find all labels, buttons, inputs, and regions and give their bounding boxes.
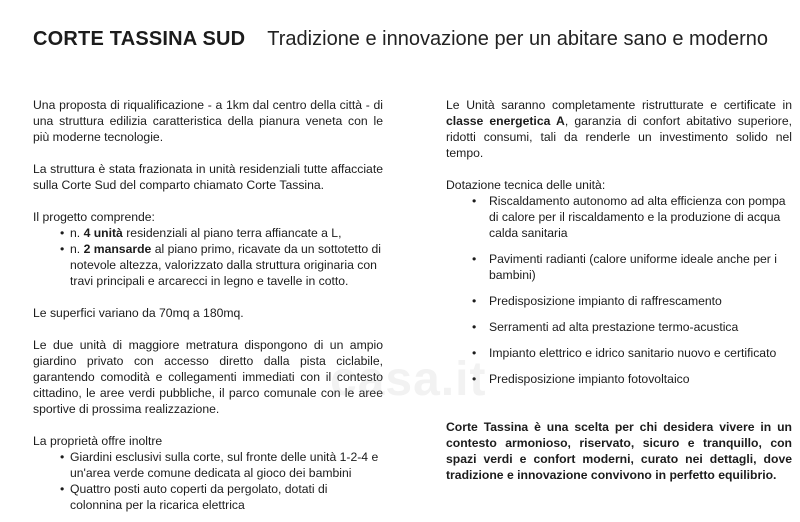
surface-paragraph: Le superfici variano da 70mq a 180mq.	[33, 306, 244, 320]
property-intro: La proprietà offre inoltre	[33, 434, 163, 448]
equipment-intro: Dotazione tecnica delle unità:	[446, 178, 606, 192]
page-subtitle: Tradizione e innovazione per un abitare sano e moderno	[267, 28, 768, 50]
left-column	[33, 97, 383, 513]
list-item: • Predisposizione impianto fotovoltaico	[446, 371, 792, 387]
watermark: casa.it	[330, 353, 487, 406]
property-list	[33, 449, 383, 513]
list-item: • Pavimenti radianti (calore uniforme ideale anche per i bambini)	[446, 251, 792, 283]
page-title: CORTE TASSINA SUD	[33, 28, 246, 50]
project-intro: Il progetto comprende:	[33, 210, 155, 224]
list-item: • n. 2 mansarde al piano primo, ricavate da un sottotetto di notevole altezza, valorizzato dalla struttura originaria con travi principali e arcarecci in legno e tavelle in cotto.	[33, 241, 383, 289]
list-item: • Quattro posti auto coperti da pergolato, dotati di colonnina per la ricarica elettrica	[33, 481, 383, 513]
list-item: • Predisposizione impianto di raffrescamento	[446, 293, 792, 309]
list-item: • Giardini esclusivi sulla corte, sul fronte delle unità 1-2-4 e un'area verde comune dedicata al gioco dei bambini	[33, 449, 383, 481]
energy-paragraph: Le Unità saranno completamente ristrutturate e certificate in classe energetica A, garanzia di confort abitativo superiore, ridotti consumi, tali da renderle un investimento solido nel tempo.	[446, 98, 792, 160]
right-column	[446, 97, 792, 387]
project-list	[33, 225, 383, 289]
list-item: • Impianto elettrico e idrico sanitario nuovo e certificato	[446, 345, 792, 361]
list-item: • n. 4 unità residenziali al piano terra affiancate a L,	[33, 225, 383, 241]
structure-paragraph: La struttura è stata frazionata in unità residenziali tutte affacciate sulla Corte Sud del comparto chiamato Corte Tassina.	[33, 162, 383, 192]
closing-paragraph: Corte Tassina è una scelta per chi desidera vivere in un contesto armonioso, riservato, sicuro e tranquillo, con spazi verdi e confort moderni, curato nei dettagli, dove tradizione e innovazione convivono in perfetto equilibrio.	[446, 420, 792, 482]
list-item: • Serramenti ad alta prestazione termo-acustica	[446, 319, 792, 335]
garden-paragraph: Le due unità di maggiore metratura dispongono di un ampio giardino privato con accesso diretto dalla pista ciclabile, garantendo comodità e collegamenti immediati con il contesto cittadino, le aree verdi pubbliche, il parco comunale con le aree sportive di prossima realizzazione.	[33, 338, 383, 416]
intro-paragraph: Una proposta di riqualificazione - a 1km dal centro della città - di una struttura edilizia caratteristica della pianura veneta con le più moderne tecnologie.	[33, 98, 383, 144]
page-header	[33, 28, 768, 51]
equipment-list	[446, 193, 792, 387]
list-item: • Riscaldamento autonomo ad alta efficienza con pompa di calore per il riscaldamento e la produzione di acqua calda sanitaria	[446, 193, 792, 241]
